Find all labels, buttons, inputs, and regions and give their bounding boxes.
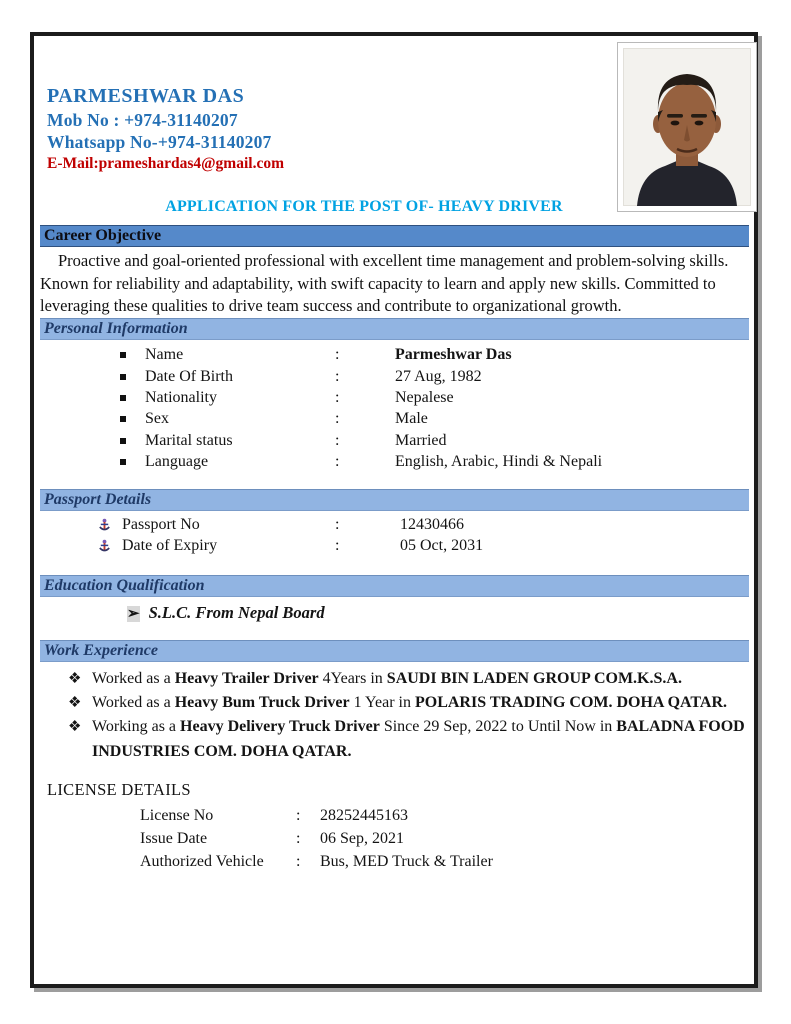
work-experience-items: [34, 667, 754, 764]
section-bar-career-objective: Career Objective: [40, 225, 749, 247]
info-separator: :: [296, 806, 301, 824]
info-label: Language: [145, 453, 209, 471]
info-value: Nepalese: [395, 388, 454, 406]
work-item-segment: POLARIS TRADING COM. DOHA QATAR.: [414, 694, 728, 712]
section-bar-personal-information: Personal Information: [40, 318, 749, 340]
passport-rows: [34, 514, 754, 557]
info-value: English, Arabic, Hindi & Nepali: [395, 453, 603, 471]
square-bullet-icon: [120, 416, 126, 422]
personal-info-row: [34, 430, 754, 451]
info-separator: :: [335, 537, 340, 555]
work-item-segment: Working as a: [92, 718, 181, 736]
info-separator: :: [335, 453, 340, 471]
anchor-bullet-icon: [98, 539, 122, 553]
info-value: 06 Sep, 2021: [320, 829, 404, 847]
info-value: 12430466: [400, 515, 464, 533]
work-item-segment: Heavy Trailer Driver: [174, 669, 319, 687]
info-label: Marital status: [145, 431, 233, 449]
license-details-title: LICENSE DETAILS: [47, 780, 191, 800]
diamond-bullet-icon: ❖: [68, 695, 82, 712]
work-experience-item: [34, 691, 754, 715]
passport-row: [34, 535, 754, 557]
mobile-number: Mob No : +974-31140207: [47, 110, 238, 130]
portrait-illustration: [623, 48, 751, 206]
info-separator: :: [296, 852, 301, 870]
applicant-photo: [617, 42, 757, 212]
info-label: Sex: [145, 410, 169, 428]
education-item-text: S.L.C. From Nepal Board: [148, 602, 325, 622]
info-label: Nationality: [145, 388, 217, 406]
info-label: Issue Date: [140, 829, 208, 847]
license-row: [34, 804, 754, 827]
passport-row: [34, 514, 754, 536]
diamond-bullet-icon: ❖: [68, 670, 82, 687]
section-bar-education-qualification: Education Qualification: [40, 575, 749, 597]
info-value: Parmeshwar Das: [395, 346, 512, 364]
career-objective-text: Proactive and goal-oriented professional with excellent time management and problem-solving skills. Known for reliability and adaptability, with swift capacity to learn and apply new skills. Committed to leveraging these qualities to drive team success and contribute to organizational growth.: [40, 251, 729, 315]
info-value: 27 Aug, 1982: [395, 367, 482, 385]
info-label: Passport No: [122, 515, 200, 533]
work-item-segment: SAUDI BIN LADEN GROUP COM.K.S.A.: [386, 669, 682, 687]
education-items: [34, 601, 754, 626]
info-separator: :: [335, 346, 340, 364]
applicant-name: PARMESHWAR DAS: [47, 85, 245, 107]
application-title: APPLICATION FOR THE POST OF- HEAVY DRIVER: [165, 198, 563, 215]
work-item-segment: BALADNA FOOD INDUSTRIES COM. DOHA QATAR.: [92, 718, 745, 760]
info-value: 28252445163: [320, 806, 408, 824]
work-experience-item: [34, 667, 754, 691]
personal-info-row: [34, 451, 754, 472]
info-separator: :: [335, 431, 340, 449]
info-separator: :: [296, 829, 301, 847]
license-row: [34, 827, 754, 850]
info-label: Date Of Birth: [145, 367, 233, 385]
info-value: Male: [395, 410, 428, 428]
info-separator: :: [335, 410, 340, 428]
info-label: Name: [145, 346, 184, 364]
info-label: Date of Expiry: [122, 537, 218, 555]
arrow-bullet-icon: ➢: [127, 605, 140, 622]
work-item-segment: 4Years in: [318, 669, 387, 687]
square-bullet-icon: [120, 352, 126, 358]
diamond-bullet-icon: ❖: [68, 719, 82, 736]
info-separator: :: [335, 367, 340, 385]
work-experience-item: [34, 715, 754, 764]
personal-info-row: [34, 366, 754, 387]
license-row: [34, 850, 754, 873]
anchor-bullet-icon: [98, 518, 122, 532]
square-bullet-icon: [120, 395, 126, 401]
license-rows: [34, 804, 754, 873]
resume-page: [30, 32, 758, 988]
info-separator: :: [335, 388, 340, 406]
whatsapp-number: Whatsapp No-+974-31140207: [47, 132, 272, 152]
personal-info-row: [34, 345, 754, 366]
info-value: 05 Oct, 2031: [400, 537, 484, 555]
work-item-segment: Worked as a: [92, 669, 175, 687]
personal-info-row: [34, 409, 754, 430]
section-bar-work-experience: Work Experience: [40, 640, 749, 662]
email-address: E-Mail:prameshardas4@gmail.com: [47, 155, 284, 172]
square-bullet-icon: [120, 438, 126, 444]
square-bullet-icon: [120, 374, 126, 380]
info-value: Married: [395, 431, 447, 449]
personal-info-row: [34, 387, 754, 408]
work-item-segment: Since 29 Sep, 2022 to Until Now in: [379, 718, 617, 736]
info-label: License No: [140, 806, 214, 824]
square-bullet-icon: [120, 459, 126, 465]
work-item-segment: Worked as a: [92, 694, 175, 712]
info-value: Bus, MED Truck & Trailer: [320, 852, 493, 870]
work-item-segment: 1 Year in: [349, 694, 415, 712]
section-bar-passport-details: Passport Details: [40, 489, 749, 511]
work-item-segment: Heavy Bum Truck Driver: [174, 694, 350, 712]
education-item: [34, 601, 754, 626]
info-separator: :: [335, 515, 340, 533]
personal-info-rows: [34, 345, 754, 473]
info-label: Authorized Vehicle: [140, 852, 264, 870]
work-item-segment: Heavy Delivery Truck Driver: [180, 718, 380, 736]
